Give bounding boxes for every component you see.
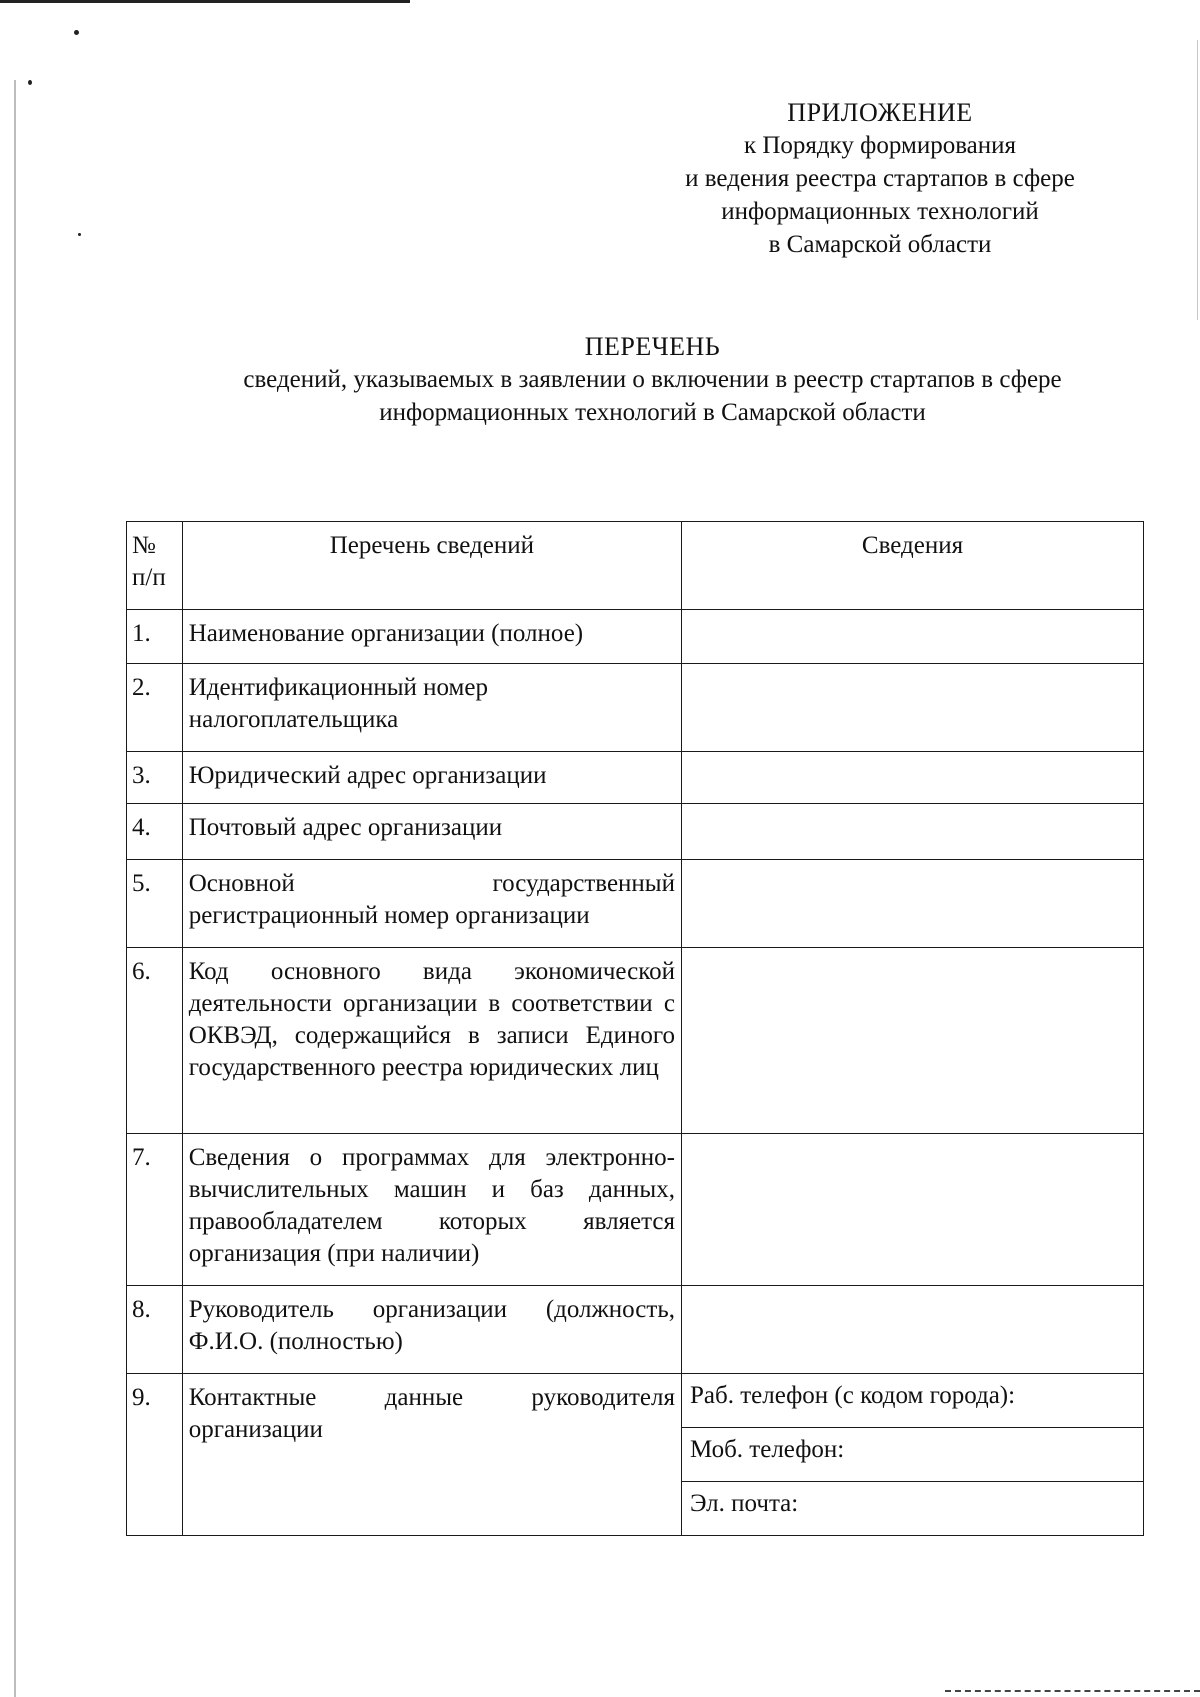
list-subtitle-line: сведений, указываемых в заявлении о включении в реестр стартапов в сфере	[243, 366, 1062, 393]
scan-dash-line	[945, 1690, 1200, 1692]
scan-speck	[28, 80, 32, 85]
mobile-phone-field[interactable]: Моб. телефон:	[681, 1428, 1143, 1482]
header-number-abbr: п/п	[132, 564, 166, 591]
row-number: 9.	[127, 1374, 183, 1536]
appendix-line: к Порядку формирования	[743, 132, 1017, 159]
list-subtitle-line: информационных технологий в Самарской области	[379, 399, 926, 426]
header-number	[127, 522, 183, 610]
scan-speck	[78, 233, 81, 236]
table-row	[127, 664, 1144, 752]
row-value-field[interactable]	[681, 860, 1143, 948]
contact-row	[127, 1374, 1144, 1428]
table-row	[127, 1134, 1144, 1286]
row-number: 6.	[127, 948, 183, 1134]
information-table	[126, 521, 1144, 1536]
row-number: 4.	[127, 804, 183, 860]
appendix-line: и ведения реестра стартапов в сфере	[685, 165, 1075, 192]
row-item: Почтовый адрес организации	[182, 804, 681, 860]
row-value-field[interactable]	[681, 804, 1143, 860]
row-item: Руководитель организации (должность, Ф.И.О. (полностью)	[182, 1286, 681, 1374]
header-item: Перечень сведений	[182, 522, 681, 610]
scan-edge-right	[1197, 40, 1198, 320]
scan-edge-top	[0, 0, 410, 3]
row-item: Контактные данные руководителя организации	[182, 1374, 681, 1536]
work-phone-field[interactable]: Раб. телефон (с кодом города):	[681, 1374, 1143, 1428]
appendix-line: информационных технологий	[721, 198, 1039, 225]
row-number: 5.	[127, 860, 183, 948]
table-header-row	[127, 522, 1144, 610]
appendix-line: в Самарской области	[768, 231, 992, 258]
row-number: 8.	[127, 1286, 183, 1374]
row-value-field[interactable]	[681, 664, 1143, 752]
table-row	[127, 804, 1144, 860]
table-row	[127, 1286, 1144, 1374]
row-number: 2.	[127, 664, 183, 752]
row-item: Основной государственный регистрационный номер организации	[182, 860, 681, 948]
list-title: ПЕРЕЧЕНЬ	[584, 332, 721, 361]
scan-speck	[74, 30, 79, 35]
row-number: 1.	[127, 610, 183, 664]
row-item: Идентификационный номер налогоплательщика	[182, 664, 681, 752]
row-item: Код основного вида экономической деятельности организации в соответствии с ОКВЭД, содержащийся в записи Единого государственного реестра юридических лиц	[182, 948, 681, 1134]
row-value-field[interactable]	[681, 610, 1143, 664]
table-row	[127, 948, 1144, 1134]
email-field[interactable]: Эл. почта:	[681, 1482, 1143, 1536]
header-number-symbol: №	[132, 532, 156, 559]
list-title-block	[150, 330, 1155, 429]
row-value-field[interactable]	[681, 1286, 1143, 1374]
header-value: Сведения	[681, 522, 1143, 610]
row-value-field[interactable]	[681, 948, 1143, 1134]
appendix-header	[600, 96, 1160, 261]
row-number: 7.	[127, 1134, 183, 1286]
table-row	[127, 610, 1144, 664]
row-value-field[interactable]	[681, 752, 1143, 804]
row-item: Сведения о программах для электронно-вычислительных машин и баз данных, правообладателем которых является организация (при наличии)	[182, 1134, 681, 1286]
row-value-field[interactable]	[681, 1134, 1143, 1286]
scan-edge-left	[14, 80, 16, 1697]
row-number: 3.	[127, 752, 183, 804]
table-row	[127, 752, 1144, 804]
table-row	[127, 860, 1144, 948]
row-item: Юридический адрес организации	[182, 752, 681, 804]
row-item: Наименование организации (полное)	[182, 610, 681, 664]
appendix-title: ПРИЛОЖЕНИЕ	[787, 98, 973, 127]
